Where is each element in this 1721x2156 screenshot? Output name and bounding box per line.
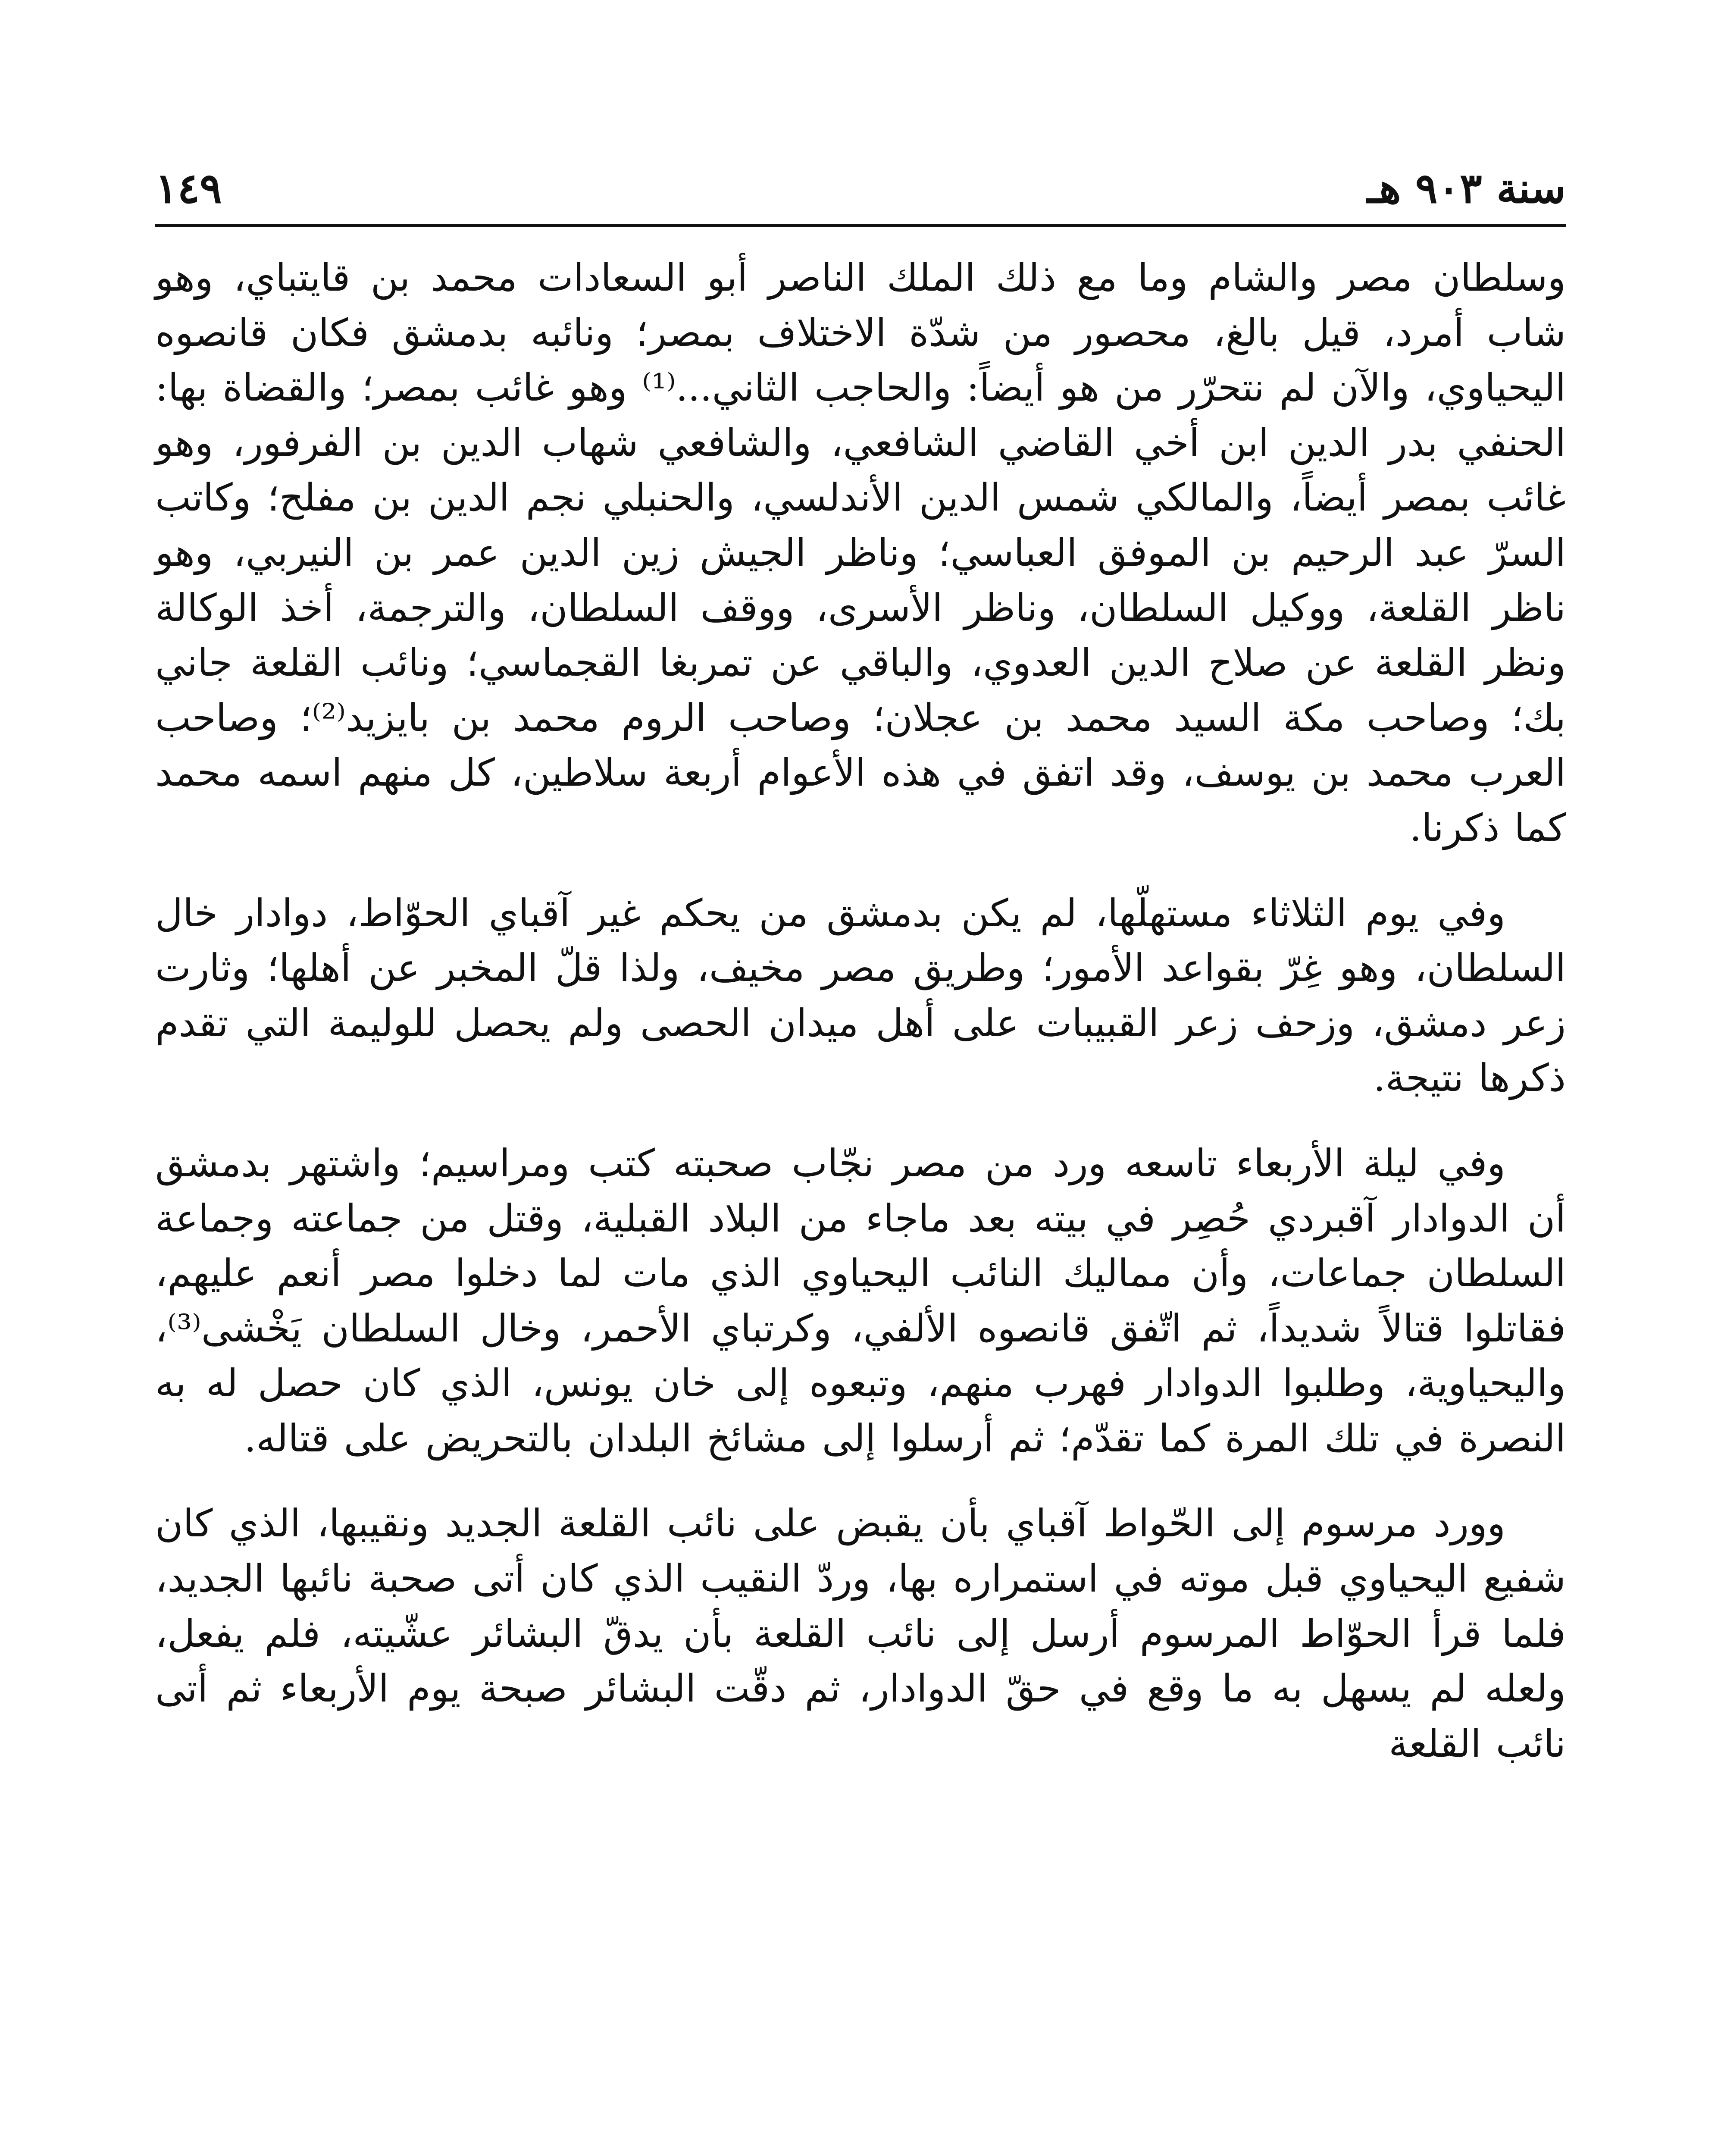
paragraph: وسلطان مصر والشام وما مع ذلك الملك الناصر أبو السعادات محمد بن قايتباي، وهو شاب أمرد، قيل بالغ، محصور من شدّة الاختلاف بمصر؛ ونائبه بدمشق فكان قانصوه اليحياوي، والآن لم نتحرّر من هو أيضاً: والحاجب الثاني...⁽¹⁾ وهو غائب بمصر؛ والقضاة بها: الحنفي بدر الدين ابن أخي القاضي الشافعي، والشافعي شهاب الدين بن الفرفور، وهو غائب بمصر أيضاً، والمالكي شمس الدين الأندلسي، والحنبلي نجم الدين بن مفلح؛ وكاتب السرّ عبد الرحيم بن الموفق العباسي؛ وناظر الجيش زين الدين عمر بن النيربي، وهو ناظر القلعة، ووكيل السلطان، وناظر الأسرى، ووقف السلطان، والترجمة، أخذ الوكالة ونظر القلعة عن صلاح الدين العدوي، والباقي عن تمربغا القجماسي؛ ونائب القلعة جاني بك؛ وصاحب مكة السيد محمد بن عجلان؛ وصاحب الروم محمد بن بايزيد⁽²⁾؛ وصاحب العرب محمد بن يوسف، وقد اتفق في هذه الأعوام أربعة سلاطين، كل منهم اسمه محمد كما ذكرنا.	[155, 255, 1566, 850]
running-head: سنة ٩٠٣ هـ	[1367, 164, 1566, 213]
body-text	[155, 250, 1566, 1801]
page-header	[155, 155, 1566, 220]
paragraph: وورد مرسوم إلى الحّواط آقباي بأن يقبض على نائب القلعة الجديد ونقيبها، الذي كان شفيع اليحياوي قبل موته في استمراره بها، وردّ النقيب الذي كان أتى صحبة نائبها الجديد، فلما قرأ الحوّاط المرسوم أرسل إلى نائب القلعة بأن يدقّ البشائر عشّيته، فلم يفعل، ولعله لم يسهل به ما وقع في حقّ الدوادار، ثم دقّت البشائر صبحة يوم الأربعاء ثم أتى نائب القلعة	[155, 1501, 1566, 1766]
paragraph: وفي ليلة الأربعاء تاسعه ورد من مصر نجّاب صحبته كتب ومراسيم؛ واشتهر بدمشق أن الدوادار آقبردي حُصِر في بيته بعد ماجاء من البلاد القبلية، وقتل من جماعته وجماعة السلطان جماعات، وأن مماليك النائب اليحياوي الذي مات لما دخلوا مصر أنعم عليهم، فقاتلوا قتالاً شديداً، ثم اتّفق قانصوه الألفي، وكرتباي الأحمر، وخال السلطان يَخْشى⁽³⁾، واليحياوية، وطلبوا الدوادار فهرب منهم، وتبعوه إلى خان يونس، الذي كان حصل له به النصرة في تلك المرة كما تقدّم؛ ثم أرسلوا إلى مشائخ البلدان بالتحريض على قتاله.	[155, 1141, 1566, 1460]
paragraph: وفي يوم الثلاثاء مستهلّها، لم يكن بدمشق من يحكم غير آقباي الحوّاط، دوادار خال السلطان، وهو غِرّ بقواعد الأمور؛ وطريق مصر مخيف، ولذا قلّ المخبر عن أهلها؛ وثارت زعر دمشق، وزحف زعر القبيبات على أهل ميدان الحصى ولم يحصل للوليمة التي تقدم ذكرها نتيجة.	[155, 890, 1566, 1100]
page-number: ١٤٩	[155, 164, 222, 213]
header-rule	[155, 224, 1566, 227]
